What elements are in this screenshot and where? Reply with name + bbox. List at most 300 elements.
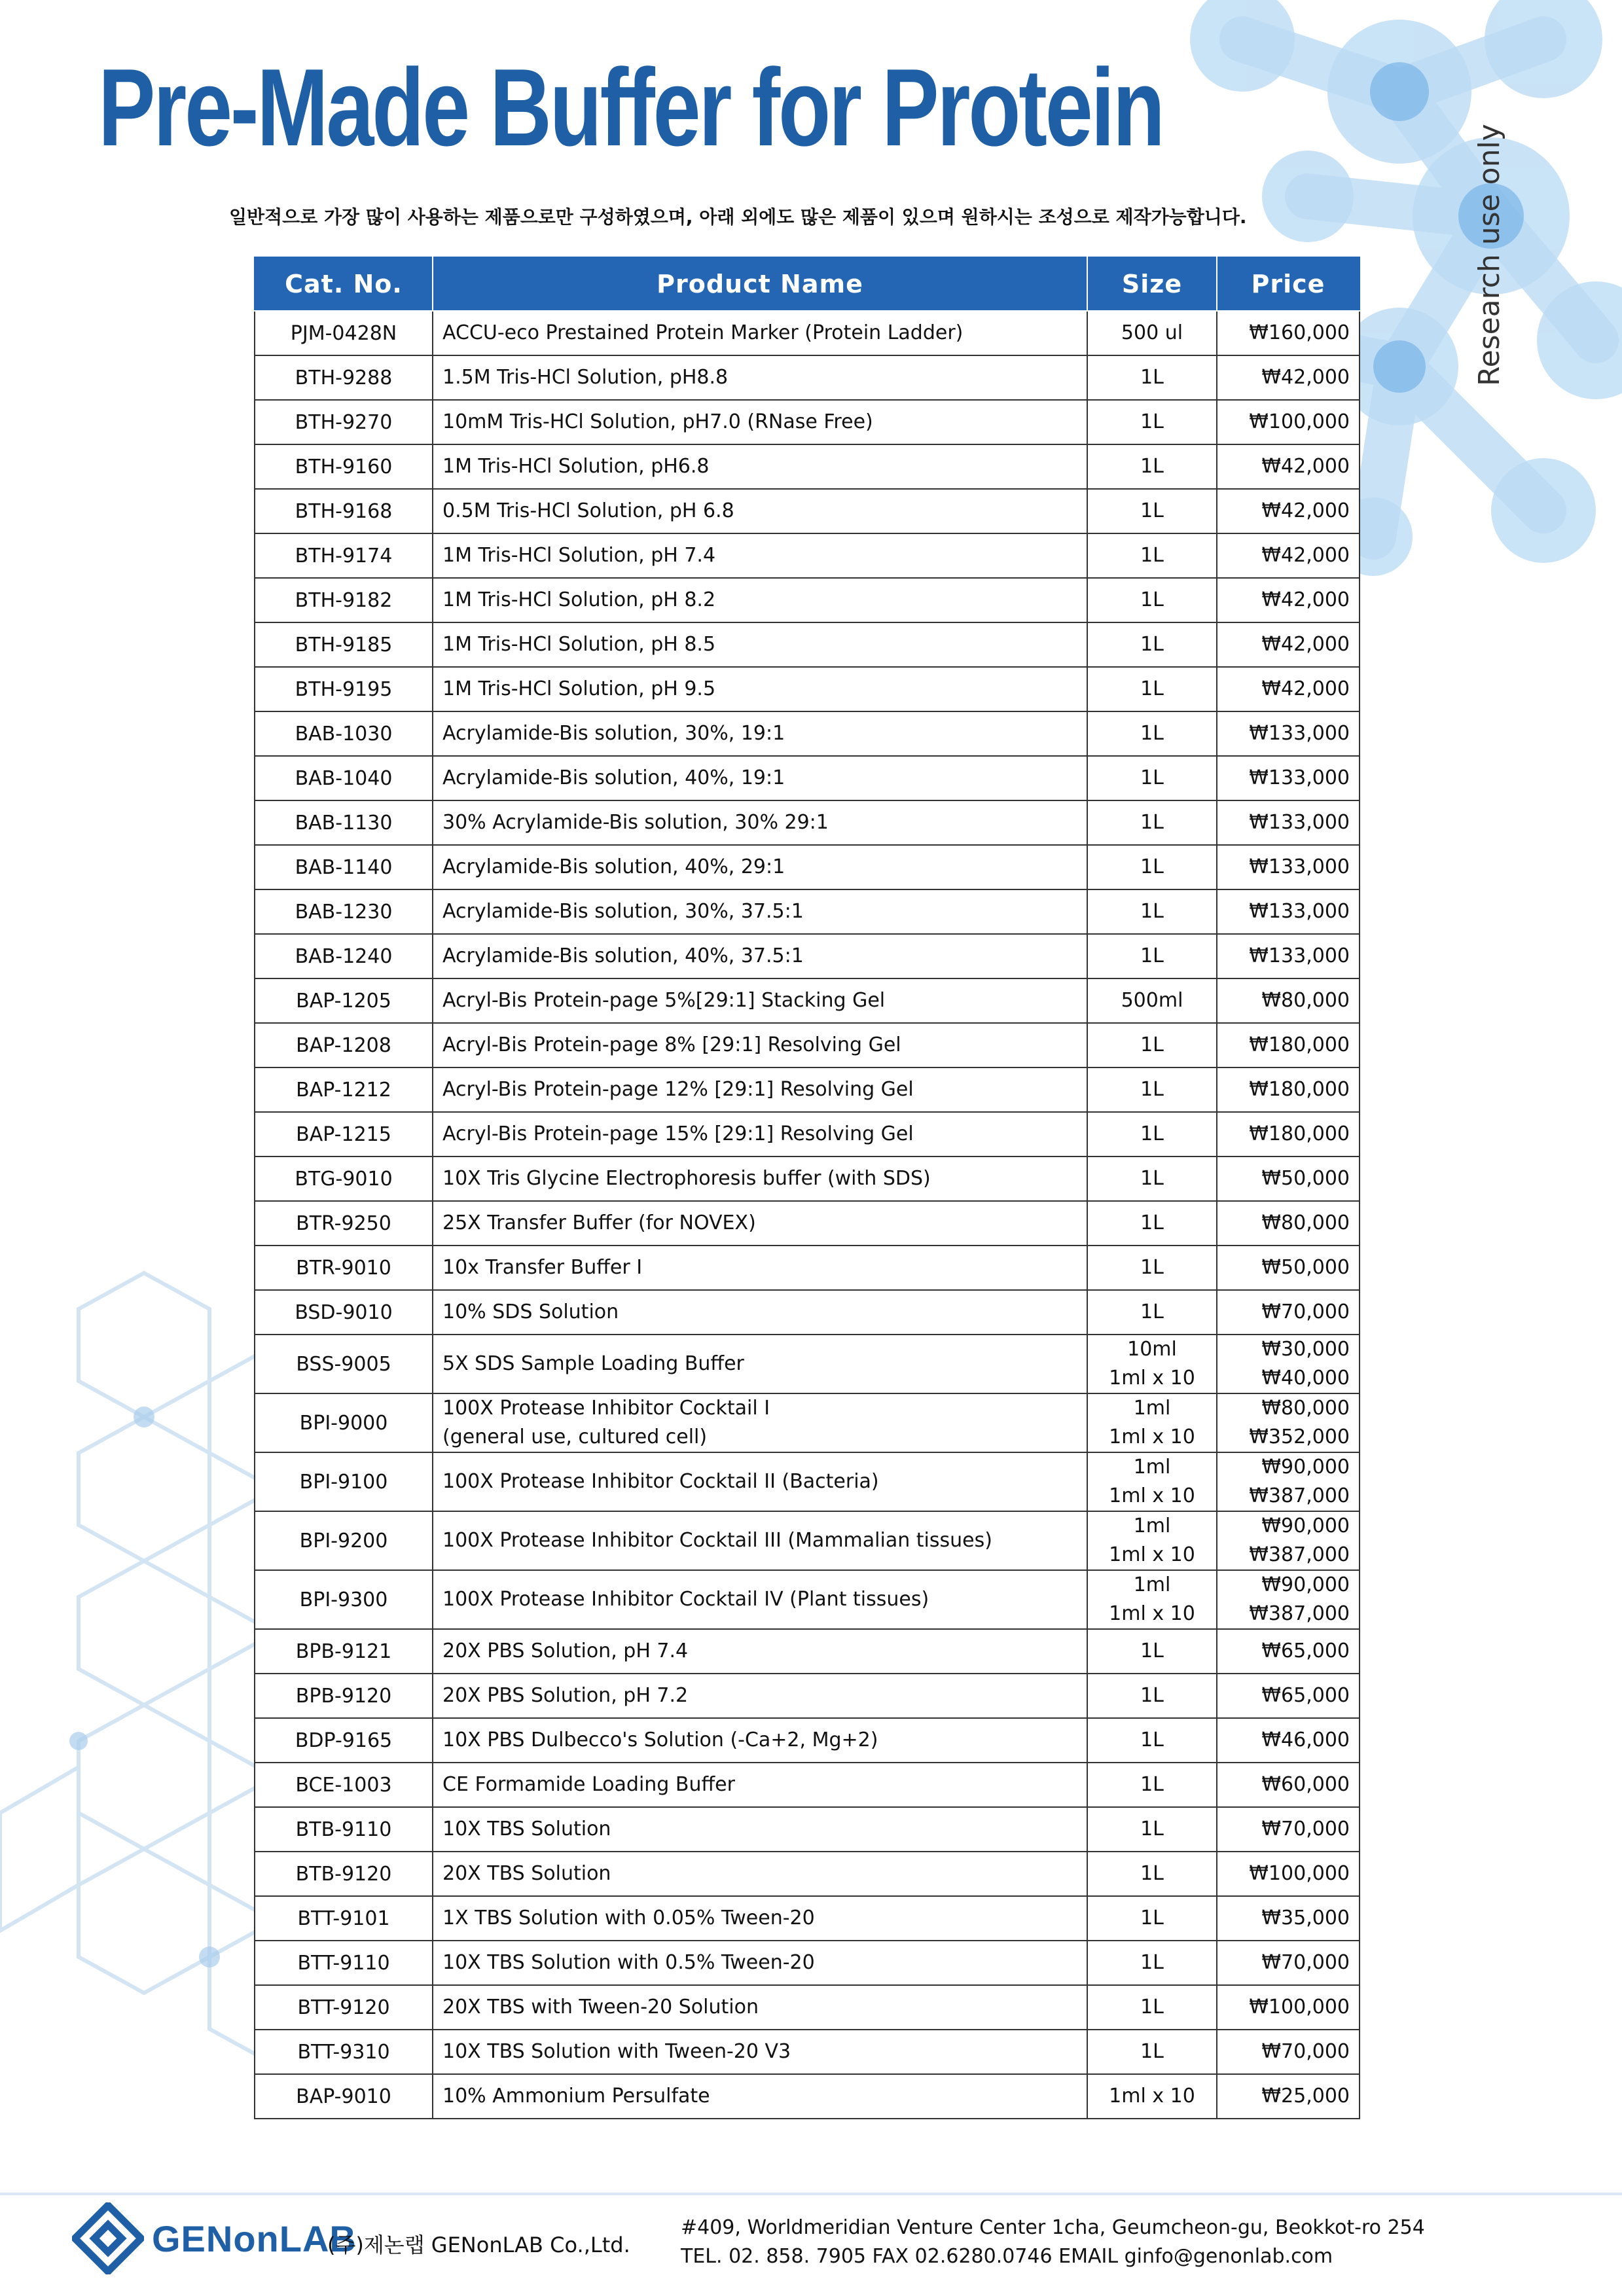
cell-price — [1217, 1067, 1360, 1112]
cell-size — [1087, 667, 1217, 711]
table-row — [255, 1941, 1360, 1985]
cell-cat-no: BTH-9270 — [255, 400, 433, 444]
header-price: Price — [1217, 257, 1360, 311]
cell-product-name-line: 10X PBS Dulbecco's Solution (-Ca+2, Mg+2) — [442, 1729, 878, 1751]
cell-cat-no: BSD-9010 — [255, 1290, 433, 1335]
cell-product-name-line: 100X Protease Inhibitor Cocktail II (Bacteria) — [442, 1470, 879, 1493]
table-row — [255, 889, 1360, 934]
cell-price — [1217, 1763, 1360, 1807]
table-row — [255, 1023, 1360, 1067]
cell-product-name — [433, 711, 1087, 756]
cell-size — [1087, 1290, 1217, 1335]
cell-size — [1087, 1570, 1217, 1629]
company-contact-block — [681, 2214, 1425, 2271]
cell-size-line: 1L — [1140, 1640, 1164, 1662]
cell-size — [1087, 1335, 1217, 1393]
table-row — [255, 978, 1360, 1023]
table-row — [255, 1674, 1360, 1718]
product-catalog-table — [254, 257, 1360, 2119]
cell-product-name-line: 25X Transfer Buffer (for NOVEX) — [442, 1211, 756, 1234]
subtitle-korean: 일반적으로 가장 많이 사용하는 제품으로만 구성하였으며, 아래 외에도 많은 제품이 있으며 원하시는 조성으로 제작가능합니다. — [229, 206, 1247, 228]
cell-size — [1087, 1023, 1217, 1067]
table-row — [255, 2074, 1360, 2119]
cell-size — [1087, 1763, 1217, 1807]
cell-product-name — [433, 1393, 1087, 1452]
cell-size-line: 1ml x 10 — [1109, 1426, 1195, 1448]
cell-price-line: ₩42,000 — [1261, 544, 1350, 567]
cell-cat-no: BTT-9120 — [255, 1985, 433, 2030]
cell-cat-no: BAB-1030 — [255, 711, 433, 756]
cell-product-name — [433, 845, 1087, 889]
cell-price — [1217, 1896, 1360, 1941]
cell-price — [1217, 1511, 1360, 1570]
cell-product-name — [433, 1985, 1087, 2030]
cell-cat-no: BTH-9160 — [255, 444, 433, 489]
header-size: Size — [1087, 257, 1217, 311]
cell-size — [1087, 2074, 1217, 2119]
company-contact: TEL. 02. 858. 7905 FAX 02.6280.0746 EMAIL ginfo@genonlab.com — [681, 2245, 1333, 2268]
company-name: (주)제논랩 GENonLAB Co.,Ltd. — [327, 2233, 630, 2257]
table-body — [255, 311, 1360, 2119]
cell-size-line: 1L — [1140, 811, 1164, 834]
cell-product-name — [433, 667, 1087, 711]
cell-price-line: ₩35,000 — [1261, 1907, 1350, 1929]
cell-product-name — [433, 756, 1087, 800]
cell-product-name-line: 10% Ammonium Persulfate — [442, 2085, 710, 2108]
cell-product-name-line: 30% Acrylamide-Bis solution, 30% 29:1 — [442, 811, 829, 834]
cell-product-name-line: Acryl-Bis Protein-page 15% [29:1] Resolving Gel — [442, 1122, 914, 1145]
cell-size-line: 1L — [1140, 633, 1164, 656]
cell-price-line: ₩100,000 — [1249, 1862, 1350, 1885]
cell-size-line: 1L — [1140, 1256, 1164, 1279]
cell-product-name — [433, 400, 1087, 444]
table-row — [255, 578, 1360, 622]
cell-price-line: ₩160,000 — [1249, 321, 1350, 344]
table-row — [255, 1807, 1360, 1852]
table-row — [255, 1112, 1360, 1157]
cell-product-name — [433, 1246, 1087, 1290]
cell-cat-no: BPI-9000 — [255, 1393, 433, 1452]
cell-size-line: 1ml — [1133, 1397, 1171, 1420]
cell-price — [1217, 711, 1360, 756]
cell-cat-no: BAB-1040 — [255, 756, 433, 800]
cell-price-line: ₩387,000 — [1249, 1484, 1350, 1507]
cell-size-line: 1L — [1140, 1167, 1164, 1190]
cell-product-name-line: 1M Tris-HCl Solution, pH 9.5 — [442, 677, 716, 700]
cell-cat-no: BTT-9101 — [255, 1896, 433, 1941]
cell-size-line: 1L — [1140, 544, 1164, 567]
cell-product-name-line: Acryl-Bis Protein-page 12% [29:1] Resolving Gel — [442, 1078, 914, 1101]
cell-cat-no: BPI-9200 — [255, 1511, 433, 1570]
cell-product-name-line: 100X Protease Inhibitor Cocktail I — [442, 1397, 770, 1420]
table-row — [255, 800, 1360, 845]
cell-product-name — [433, 978, 1087, 1023]
cell-cat-no: BAP-1205 — [255, 978, 433, 1023]
cell-size-line: 1L — [1140, 677, 1164, 700]
cell-cat-no: PJM-0428N — [255, 311, 433, 355]
cell-size — [1087, 578, 1217, 622]
cell-price — [1217, 1112, 1360, 1157]
cell-size-line: 1L — [1140, 1684, 1164, 1707]
table-row — [255, 1246, 1360, 1290]
cell-size-line: 500 ul — [1121, 321, 1183, 344]
cell-size-line: 1ml — [1133, 1515, 1171, 1537]
cell-price-line: ₩90,000 — [1261, 1573, 1350, 1596]
cell-price-line: ₩42,000 — [1261, 366, 1350, 389]
table-row — [255, 533, 1360, 578]
cell-product-name-line: 1M Tris-HCl Solution, pH 8.5 — [442, 633, 716, 656]
cell-price-line: ₩133,000 — [1249, 944, 1350, 967]
cell-product-name-line: 20X PBS Solution, pH 7.4 — [442, 1640, 689, 1662]
cell-size-line: 1L — [1140, 1122, 1164, 1145]
cell-product-name-line: 100X Protease Inhibitor Cocktail III (Mammalian tissues) — [442, 1529, 992, 1552]
table-row — [255, 934, 1360, 978]
table-row — [255, 1393, 1360, 1452]
table-row — [255, 1452, 1360, 1511]
cell-size-line: 1L — [1140, 1996, 1164, 2018]
cell-cat-no: BTH-9182 — [255, 578, 433, 622]
table-row — [255, 2030, 1360, 2074]
cell-product-name-line: 1X TBS Solution with 0.05% Tween-20 — [442, 1907, 815, 1929]
cell-price — [1217, 489, 1360, 533]
cell-product-name — [433, 1763, 1087, 1807]
cell-cat-no: BAB-1240 — [255, 934, 433, 978]
footer-divider — [0, 2193, 1622, 2195]
cell-product-name-line: Acrylamide-Bis solution, 30%, 37.5:1 — [442, 900, 804, 923]
cell-cat-no: BTG-9010 — [255, 1157, 433, 1201]
cell-product-name — [433, 1157, 1087, 1201]
cell-price — [1217, 1201, 1360, 1246]
cell-product-name — [433, 1335, 1087, 1393]
cell-product-name-line: 10x Transfer Buffer I — [442, 1256, 643, 1279]
cell-price-line: ₩90,000 — [1261, 1515, 1350, 1537]
cell-product-name-line: 1M Tris-HCl Solution, pH 7.4 — [442, 544, 716, 567]
cell-size — [1087, 1393, 1217, 1452]
cell-cat-no: BCE-1003 — [255, 1763, 433, 1807]
cell-product-name — [433, 1807, 1087, 1852]
cell-product-name — [433, 800, 1087, 845]
cell-size-line: 1ml x 10 — [1109, 1367, 1195, 1390]
table-row — [255, 489, 1360, 533]
cell-size-line: 1L — [1140, 499, 1164, 522]
cell-size-line: 1L — [1140, 2040, 1164, 2063]
cell-price-line: ₩80,000 — [1261, 989, 1350, 1012]
cell-price-line: ₩180,000 — [1249, 1078, 1350, 1101]
cell-price — [1217, 756, 1360, 800]
cell-size — [1087, 1985, 1217, 2030]
cell-product-name — [433, 1201, 1087, 1246]
cell-product-name-line: 10X TBS Solution — [442, 1818, 611, 1840]
cell-cat-no: BAB-1130 — [255, 800, 433, 845]
cell-price — [1217, 533, 1360, 578]
table-row — [255, 622, 1360, 667]
cell-size-line: 1L — [1140, 722, 1164, 745]
cell-product-name-line: 10mM Tris-HCl Solution, pH7.0 (RNase Free) — [442, 410, 873, 433]
cell-price — [1217, 845, 1360, 889]
cell-size-line: 1L — [1140, 455, 1164, 478]
cell-price — [1217, 1718, 1360, 1763]
cell-price — [1217, 2074, 1360, 2119]
cell-size — [1087, 533, 1217, 578]
cell-product-name-line: CE Formamide Loading Buffer — [442, 1773, 735, 1796]
research-use-note: Research use only — [1473, 124, 1506, 386]
cell-price-line: ₩65,000 — [1261, 1640, 1350, 1662]
cell-price-line: ₩133,000 — [1249, 811, 1350, 834]
cell-size — [1087, 800, 1217, 845]
company-address: #409, Worldmeridian Venture Center 1cha, Geumcheon-gu, Beokkot-ro 254 — [681, 2216, 1425, 2239]
cell-size — [1087, 1246, 1217, 1290]
cell-price-line: ₩352,000 — [1249, 1426, 1350, 1448]
cell-price — [1217, 578, 1360, 622]
cell-cat-no: BPB-9120 — [255, 1674, 433, 1718]
cell-cat-no: BSS-9005 — [255, 1335, 433, 1393]
cell-price-line: ₩60,000 — [1261, 1773, 1350, 1796]
cell-size — [1087, 756, 1217, 800]
cell-price-line: ₩387,000 — [1249, 1543, 1350, 1566]
cell-price-line: ₩65,000 — [1261, 1684, 1350, 1707]
cell-price — [1217, 622, 1360, 667]
cell-size — [1087, 1112, 1217, 1157]
table-row — [255, 845, 1360, 889]
cell-price-line: ₩133,000 — [1249, 855, 1350, 878]
cell-size-line: 1L — [1140, 1729, 1164, 1751]
cell-size — [1087, 1511, 1217, 1570]
cell-cat-no: BTB-9120 — [255, 1852, 433, 1896]
cell-product-name — [433, 889, 1087, 934]
cell-size — [1087, 934, 1217, 978]
cell-price — [1217, 889, 1360, 934]
table-row — [255, 444, 1360, 489]
cell-size-line: 1L — [1140, 1211, 1164, 1234]
cell-product-name-line: 1.5M Tris-HCl Solution, pH8.8 — [442, 366, 729, 389]
cell-cat-no: BTH-9185 — [255, 622, 433, 667]
cell-cat-no: BPB-9121 — [255, 1629, 433, 1674]
cell-size — [1087, 1201, 1217, 1246]
cell-product-name — [433, 311, 1087, 355]
cell-product-name-line: 100X Protease Inhibitor Cocktail IV (Plant tissues) — [442, 1588, 929, 1611]
cell-price-line: ₩133,000 — [1249, 722, 1350, 745]
table-row — [255, 1201, 1360, 1246]
cell-cat-no: BTB-9110 — [255, 1807, 433, 1852]
genonlab-logo-icon — [72, 2202, 144, 2274]
table-row — [255, 667, 1360, 711]
cell-size — [1087, 711, 1217, 756]
cell-product-name — [433, 934, 1087, 978]
cell-product-name-line: 20X TBS Solution — [442, 1862, 611, 1885]
table-row — [255, 1896, 1360, 1941]
cell-price — [1217, 1157, 1360, 1201]
cell-size — [1087, 311, 1217, 355]
table-row — [255, 1067, 1360, 1112]
cell-size-line: 1L — [1140, 1862, 1164, 1885]
cell-size — [1087, 1807, 1217, 1852]
cell-cat-no: BAP-9010 — [255, 2074, 433, 2119]
cell-size — [1087, 1452, 1217, 1511]
cell-product-name-line: 20X TBS with Tween-20 Solution — [442, 1996, 759, 2018]
cell-price — [1217, 1246, 1360, 1290]
cell-size-line: 1L — [1140, 900, 1164, 923]
cell-cat-no: BTH-9168 — [255, 489, 433, 533]
cell-product-name-line: 20X PBS Solution, pH 7.2 — [442, 1684, 689, 1707]
cell-price — [1217, 1941, 1360, 1985]
cell-price — [1217, 1985, 1360, 2030]
table-row — [255, 1157, 1360, 1201]
table-row — [255, 1985, 1360, 2030]
cell-product-name — [433, 578, 1087, 622]
cell-product-name-line: Acrylamide-Bis solution, 40%, 37.5:1 — [442, 944, 804, 967]
cell-price-line: ₩42,000 — [1261, 633, 1350, 656]
cell-price — [1217, 355, 1360, 400]
cell-product-name — [433, 1290, 1087, 1335]
cell-size — [1087, 1718, 1217, 1763]
cell-cat-no: BDP-9165 — [255, 1718, 433, 1763]
cell-price-line: ₩46,000 — [1261, 1729, 1350, 1751]
cell-product-name-line: 10X TBS Solution with Tween-20 V3 — [442, 2040, 791, 2063]
cell-price-line: ₩25,000 — [1261, 2085, 1350, 2108]
cell-size-line: 1L — [1140, 855, 1164, 878]
cell-cat-no: BTH-9288 — [255, 355, 433, 400]
cell-size — [1087, 1852, 1217, 1896]
cell-size — [1087, 1941, 1217, 1985]
cell-size — [1087, 889, 1217, 934]
cell-price — [1217, 800, 1360, 845]
cell-price — [1217, 1570, 1360, 1629]
cell-price-line: ₩30,000 — [1261, 1338, 1350, 1361]
cell-product-name-line: Acrylamide-Bis solution, 30%, 19:1 — [442, 722, 785, 745]
cell-price-line: ₩180,000 — [1249, 1033, 1350, 1056]
table-row — [255, 1629, 1360, 1674]
cell-price-line: ₩90,000 — [1261, 1456, 1350, 1479]
cell-size — [1087, 2030, 1217, 2074]
table-row — [255, 311, 1360, 355]
cell-size-line: 1L — [1140, 944, 1164, 967]
cell-product-name — [433, 1718, 1087, 1763]
cell-price-line: ₩100,000 — [1249, 1996, 1350, 2018]
cell-size-line: 1L — [1140, 1818, 1164, 1840]
cell-size-line: 1L — [1140, 1951, 1164, 1974]
cell-price-line: ₩70,000 — [1261, 1300, 1350, 1323]
cell-price — [1217, 1452, 1360, 1511]
cell-price-line: ₩80,000 — [1261, 1397, 1350, 1420]
table-row — [255, 1511, 1360, 1570]
logo-wordmark: GENonLAB — [152, 2218, 357, 2259]
header-cat-no: Cat. No. — [255, 257, 433, 311]
cell-size — [1087, 1896, 1217, 1941]
cell-price — [1217, 667, 1360, 711]
table-header-row — [255, 257, 1360, 311]
cell-product-name-line: 1M Tris-HCl Solution, pH 8.2 — [442, 588, 716, 611]
cell-product-name — [433, 533, 1087, 578]
cell-cat-no: BPI-9300 — [255, 1570, 433, 1629]
cell-price-line: ₩133,000 — [1249, 766, 1350, 789]
cell-size-line: 1L — [1140, 1300, 1164, 1323]
cell-price-line: ₩133,000 — [1249, 900, 1350, 923]
cell-size — [1087, 845, 1217, 889]
cell-cat-no: BAP-1215 — [255, 1112, 433, 1157]
cell-product-name — [433, 1570, 1087, 1629]
cell-price — [1217, 1852, 1360, 1896]
cell-size-line: 1L — [1140, 366, 1164, 389]
cell-product-name — [433, 444, 1087, 489]
cell-price-line: ₩50,000 — [1261, 1167, 1350, 1190]
cell-price-line: ₩70,000 — [1261, 2040, 1350, 2063]
cell-price-line: ₩387,000 — [1249, 1602, 1350, 1625]
cell-cat-no: BAP-1212 — [255, 1067, 433, 1112]
cell-product-name-line: Acrylamide-Bis solution, 40%, 29:1 — [442, 855, 785, 878]
cell-cat-no: BTR-9010 — [255, 1246, 433, 1290]
cell-product-name — [433, 2030, 1087, 2074]
cell-product-name-line: (general use, cultured cell) — [442, 1426, 708, 1448]
cell-size — [1087, 622, 1217, 667]
cell-size-line: 1ml — [1133, 1456, 1171, 1479]
cell-product-name — [433, 1629, 1087, 1674]
cell-price — [1217, 400, 1360, 444]
table-row — [255, 711, 1360, 756]
cell-size — [1087, 400, 1217, 444]
cell-size-line: 1L — [1140, 766, 1164, 789]
cell-price — [1217, 1023, 1360, 1067]
cell-price-line: ₩180,000 — [1249, 1122, 1350, 1145]
cell-product-name — [433, 1896, 1087, 1941]
cell-size — [1087, 1067, 1217, 1112]
table-row — [255, 756, 1360, 800]
cell-price — [1217, 311, 1360, 355]
cell-size-line: 1L — [1140, 1907, 1164, 1929]
cell-price — [1217, 444, 1360, 489]
cell-price-line: ₩50,000 — [1261, 1256, 1350, 1279]
cell-product-name — [433, 489, 1087, 533]
cell-product-name — [433, 1674, 1087, 1718]
cell-price-line: ₩40,000 — [1261, 1367, 1350, 1390]
cell-product-name — [433, 1852, 1087, 1896]
cell-size — [1087, 1157, 1217, 1201]
cell-size-line: 1ml x 10 — [1109, 1543, 1195, 1566]
table-row — [255, 1290, 1360, 1335]
cell-price — [1217, 1674, 1360, 1718]
cell-size-line: 1ml — [1133, 1573, 1171, 1596]
cell-product-name — [433, 1452, 1087, 1511]
cell-size — [1087, 444, 1217, 489]
cell-cat-no: BPI-9100 — [255, 1452, 433, 1511]
cell-price-line: ₩70,000 — [1261, 1818, 1350, 1840]
cell-price-line: ₩42,000 — [1261, 499, 1350, 522]
cell-size — [1087, 1629, 1217, 1674]
table-row — [255, 1718, 1360, 1763]
cell-size — [1087, 1674, 1217, 1718]
cell-product-name-line: 5X SDS Sample Loading Buffer — [442, 1352, 744, 1375]
cell-price — [1217, 2030, 1360, 2074]
cell-cat-no: BTT-9110 — [255, 1941, 433, 1985]
cell-product-name — [433, 1023, 1087, 1067]
cell-price — [1217, 934, 1360, 978]
cell-size-line: 1L — [1140, 588, 1164, 611]
cell-size-line: 1ml x 10 — [1109, 1602, 1195, 1625]
cell-price — [1217, 1393, 1360, 1452]
cell-size — [1087, 978, 1217, 1023]
cell-price-line: ₩42,000 — [1261, 455, 1350, 478]
cell-product-name-line: 0.5M Tris-HCl Solution, pH 6.8 — [442, 499, 734, 522]
cell-price — [1217, 1807, 1360, 1852]
cell-product-name-line: 10X Tris Glycine Electrophoresis buffer (with SDS) — [442, 1167, 931, 1190]
table-row — [255, 1335, 1360, 1393]
cell-product-name — [433, 1112, 1087, 1157]
cell-cat-no: BAB-1230 — [255, 889, 433, 934]
table-row — [255, 400, 1360, 444]
cell-product-name — [433, 622, 1087, 667]
cell-size — [1087, 489, 1217, 533]
cell-price-line: ₩42,000 — [1261, 588, 1350, 611]
cell-product-name-line: 10% SDS Solution — [442, 1300, 619, 1323]
